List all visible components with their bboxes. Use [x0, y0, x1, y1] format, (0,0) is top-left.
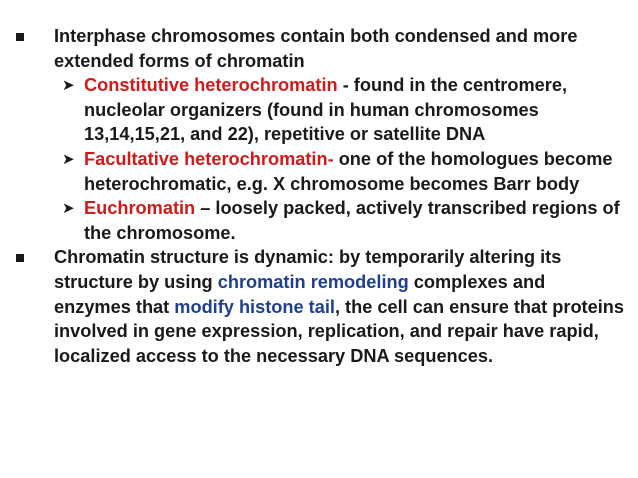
sub-bullet-text: one of the homologues become heterochromatic, e.g. X chromosome becomes Barr body	[84, 148, 613, 194]
term-modify-histone-tail: modify histone tail	[174, 296, 335, 317]
bullet-interphase-chromosomes	[16, 24, 626, 73]
term-euchromatin: Euchromatin	[84, 198, 196, 219]
sub-bullet-text: – loosely packed, actively transcribed regions of the chromosome.	[84, 198, 620, 243]
bullet-text-part: complexes and enzymes that	[54, 271, 546, 317]
bullet-chromatin-dynamic	[16, 245, 626, 368]
bullet-text-part: , the cell can ensure that proteins involved in gene expression, replication, and repair have rapid, localized access to the necessary DNA sequences.	[54, 296, 625, 366]
slide-body	[16, 24, 626, 368]
term-constitutive-heterochromatin: Constitutive heterochromatin	[84, 75, 338, 96]
square-bullet-icon	[16, 254, 24, 262]
square-bullet-icon	[16, 33, 24, 41]
sub-bullet-text: - found in the centromere, nucleolar organizers (found in human chromosomes 13,14,15,21, and 22), repetitive or satellite DNA	[84, 75, 568, 145]
arrow-bullet-icon: ➤	[62, 199, 75, 218]
bullet-text-part: Chromatin structure is dynamic: by temporarily altering its structure by using	[54, 247, 562, 292]
arrow-bullet-icon: ➤	[62, 76, 75, 95]
bullet-text: Interphase chromosomes contain both condensed and more extended forms of chromatin	[54, 26, 578, 71]
sub-bullet-constitutive	[16, 73, 626, 147]
sub-bullet-euchromatin	[16, 196, 626, 245]
sub-bullet-facultative	[16, 147, 626, 196]
term-facultative-heterochromatin: Facultative heterochromatin-	[84, 148, 334, 169]
term-chromatin-remodeling: chromatin remodeling	[217, 271, 409, 292]
arrow-bullet-icon: ➤	[62, 149, 75, 168]
